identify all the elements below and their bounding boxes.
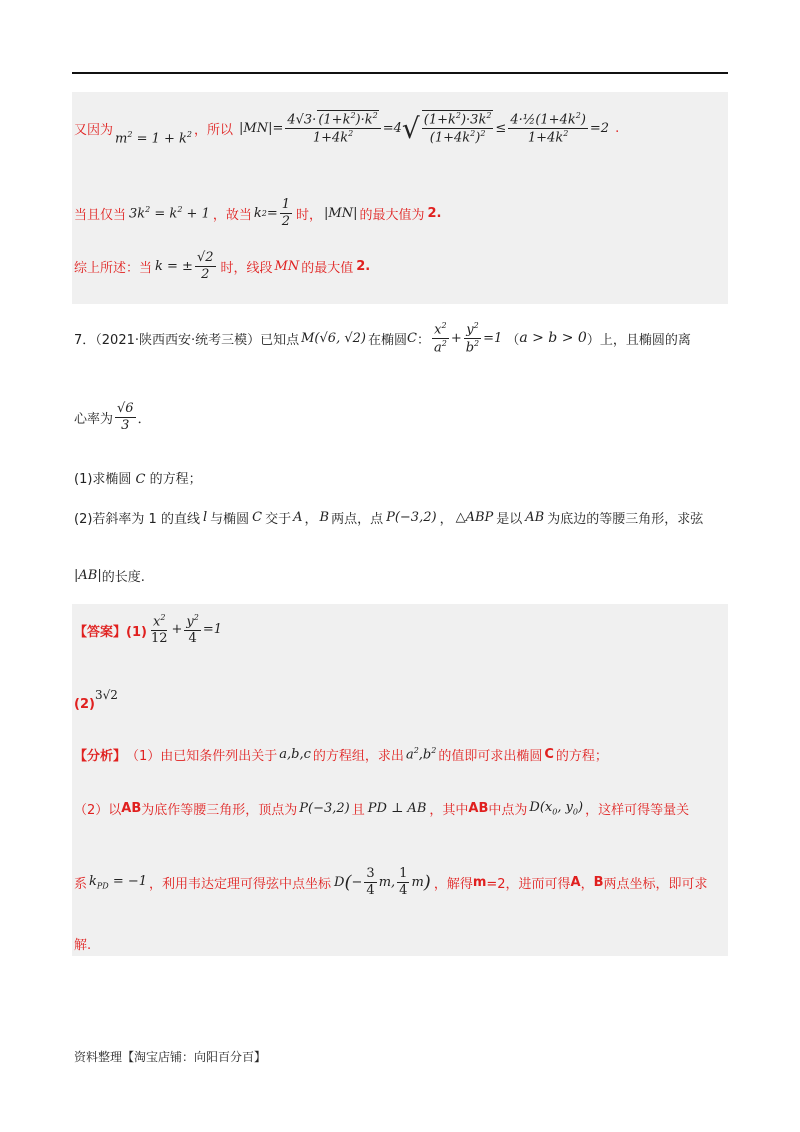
question-7-part-2: (2)若斜率为 1 的直线 l 与椭圆 C 交于 A ， B 两点，点 P(−3,2) ， △ABP 是以 AB 为底边的等腰三角形，求弦	[74, 509, 704, 527]
formula-equality: $3k^2 = k^2 + 1$	[129, 204, 210, 222]
question-7-eccentricity: 心率为 $\frac{√6}{3}$ ．	[74, 400, 151, 433]
footer-note: 资料整理【淘宝店铺：向阳百分百】	[74, 1050, 267, 1064]
header-rule	[72, 72, 728, 74]
question-7-part-1: (1)求椭圆 C 的方程；	[74, 472, 202, 487]
analysis-1: 【分析】 （1）由已知条件列出关于 a,b,c 的方程组，求出 $a^2,b^2$ 的值即可求出椭圆 C 的方程；	[74, 745, 608, 764]
formula-mn-length: |MN|= $\frac{4√3\cdot (1+k^2)\cdot k^2}{1+4k^2}$ =4 √ $\frac{(1+k^2)\cdot 3k^2}{(1+4k^2)^2}$ ≤ $\frac{4\cdot\frac{1}{2}(1+4k^2)}{1+4k^2}$ =2	[239, 110, 610, 146]
condition-a-b: a > b > 0	[519, 330, 587, 346]
formula-k-value: k = ± $\frac{√2}{2}$	[155, 249, 214, 282]
ellipse-equation: $\frac{x^2}{a^2}$ + $\frac{y^2}{b^2}$ =1	[433, 320, 503, 355]
formula-k-squared: k 2 = $\frac{1}{2}$	[253, 196, 291, 229]
analysis-3: 系 $k_{PD} = -1$ ，利用韦达定理可得弦中点坐标 D ( − $\frac{3}{4}$ m, $\frac{1}{4}$ m ) ，解得 m =2，进而可得 A ， B 两点坐标，即可求	[74, 865, 708, 898]
answer-1: 【答案】(1) $\frac{x^2}{12}$ + $\frac{y^2}{4}$ =1	[74, 613, 223, 647]
eccentricity-value: $\frac{√6}{3}$	[117, 400, 134, 433]
midpoint-d: D ( − $\frac{3}{4}$ m, $\frac{1}{4}$ m )	[334, 865, 431, 898]
answer-2: (2) 3√2	[74, 688, 118, 712]
analysis-4: 解.	[74, 938, 92, 953]
triangle-abp: △ABP	[455, 509, 494, 525]
chord-ab: |AB|	[74, 567, 102, 583]
point-p: P(−3,2)	[386, 509, 437, 525]
answer-ellipse: $\frac{x^2}{12}$ + $\frac{y^2}{4}$ =1	[150, 613, 223, 647]
analysis-2: （2）以 AB 为底作等腰三角形，顶点为 P(−3,2) 且 PD ⊥ AB ，其中 AB 中点为 $D(x_0$, $y_0$) ，这样可得等量关	[74, 799, 690, 818]
question-7-stem: 7．（2021·陕西西安·统考三模）已知点 M(√6, √2) 在椭圆 C ： $\frac{x^2}{a^2}$ + $\frac{y^2}{b^2}$ =1 （ a > b > 0 ）上，且椭圆的离	[74, 320, 691, 355]
segment-mn: MN	[274, 258, 300, 274]
solution-line-2: 当且仅当 $3k^2 = k^2 + 1$ ，故当 k 2 = $\frac{1}{2}$ 时， |MN| 的最大值为 2.	[74, 196, 442, 229]
solution-line-3: 综上所述：当 k = ± $\frac{√2}{2}$ 时，线段 MN 的最大值 2.	[74, 249, 371, 282]
solution-line-1: 又因为 $m^2 = 1 + k^2$ ，所以 |MN|= $\frac{4√3\cdot (1+k^2)\cdot k^2}{1+4k^2}$ =4 √ $\frac{(1+k^2)\cdot 3k^2}{(1+4k^2)^2}$ ≤ $\frac{4\cdot\frac{1}{2}(1+4k^2)}{1+4k^2}$ =2 .	[74, 110, 620, 147]
formula-m-squared: $m^2 = 1 + k^2$	[115, 129, 192, 147]
answer-length: 3√2	[94, 688, 118, 702]
question-7-part-2-end: |AB| 的长度.	[74, 567, 145, 585]
point-m: M(√6, √2)	[301, 330, 366, 346]
formula-mn-abs: |MN|	[324, 205, 358, 221]
